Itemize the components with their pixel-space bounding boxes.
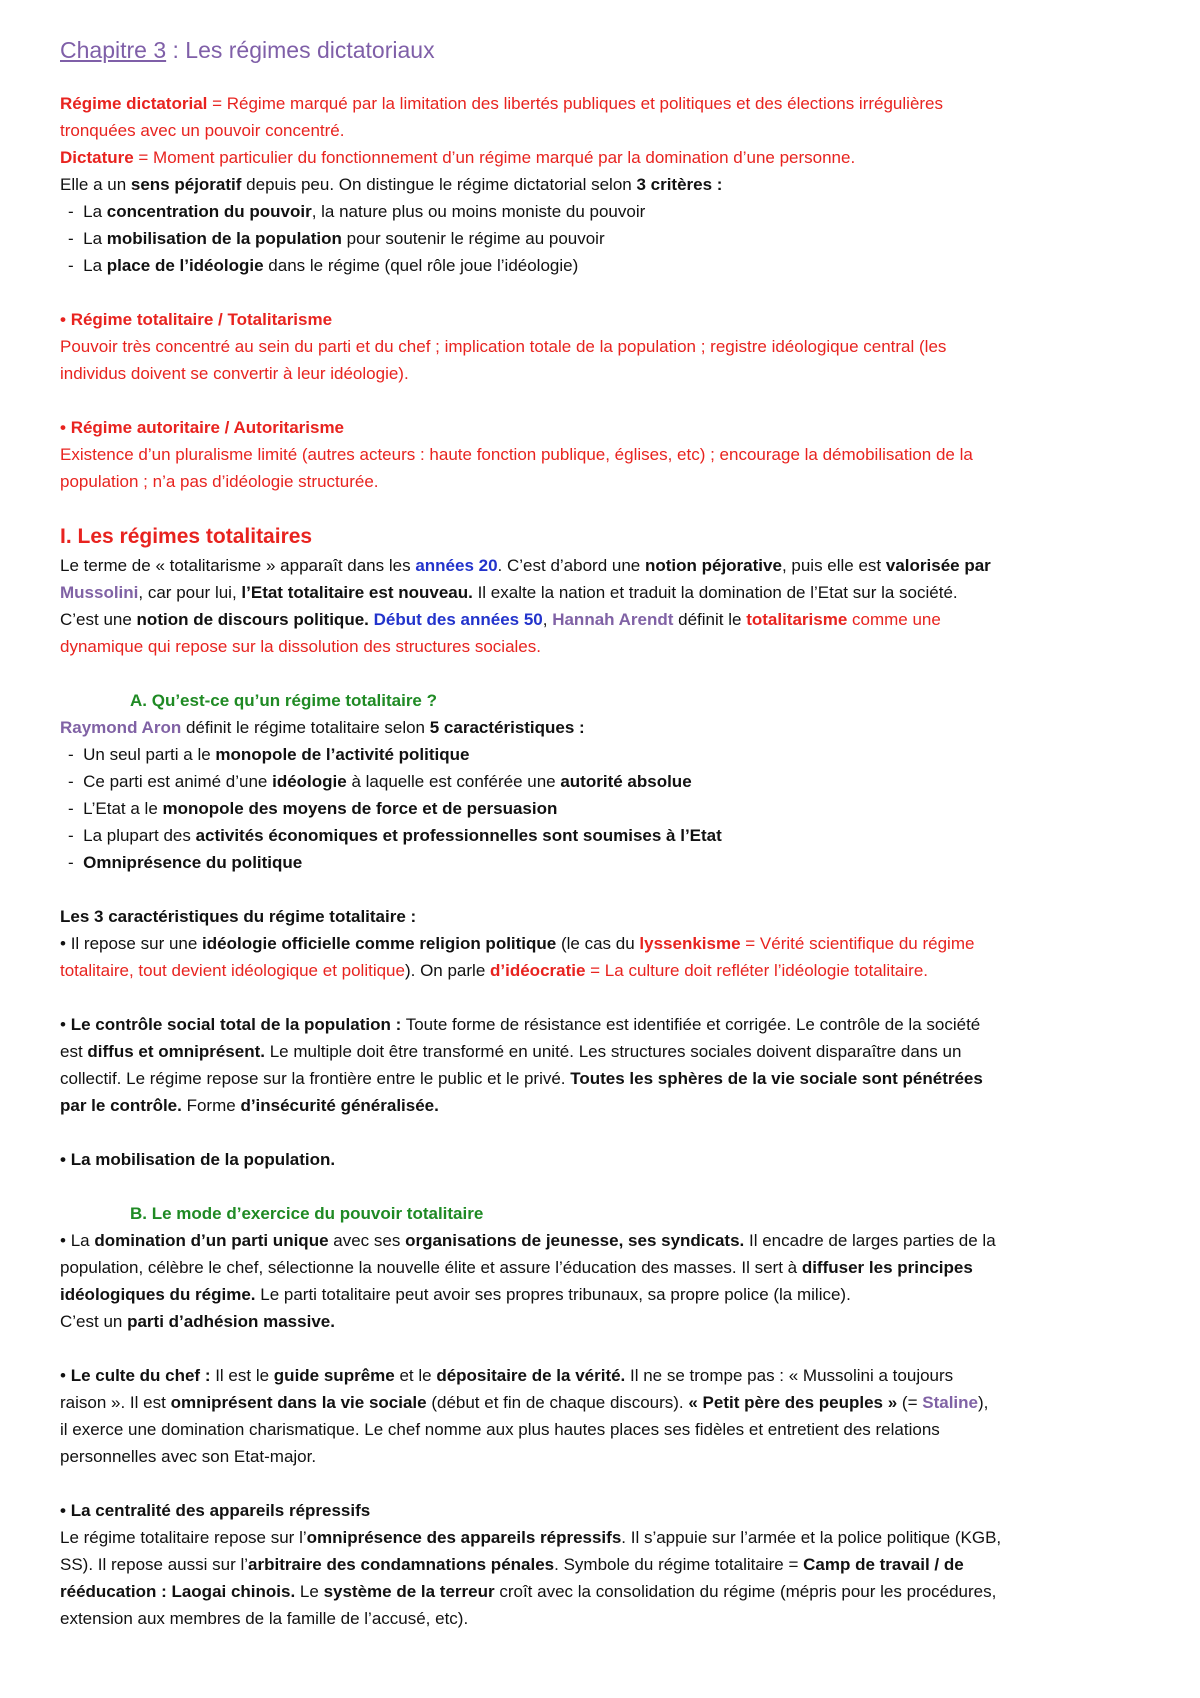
text: ,: [542, 610, 553, 629]
list-item: [60, 768, 1140, 795]
paragraph-line: il exerce une domination charismatique. Le chef nomme aux plus hautes places ses fidèles et entretient des relations: [60, 1420, 940, 1439]
text: d’insécurité généralisée.: [240, 1096, 439, 1115]
definition-text: = Régime marqué par la limitation des libertés publiques et politiques et des élections irrégulières: [207, 94, 944, 113]
paragraph-line: [60, 930, 1140, 957]
text: . C’est d’abord une: [497, 556, 645, 575]
list-item: [60, 225, 1140, 252]
chapter-title: Les régimes dictatoriaux: [185, 37, 435, 63]
text: et le: [394, 1366, 437, 1385]
spacer: [60, 1119, 1140, 1146]
term: Dictature: [60, 148, 134, 167]
spacer: [60, 1173, 1140, 1200]
definition-regime-dictatorial: [60, 90, 1140, 117]
list-item: [60, 795, 1140, 822]
text: à laquelle est conférée une: [346, 772, 561, 791]
spacer: [60, 1470, 1140, 1497]
text: définit le régime totalitaire selon: [181, 718, 430, 737]
text: Elle a un: [60, 175, 131, 194]
text: . Symbole du régime totalitaire =: [554, 1555, 804, 1574]
text: pour soutenir le régime au pouvoir: [341, 229, 605, 248]
spacer: [60, 495, 1140, 522]
list-item: [60, 252, 1140, 279]
text: autorité absolue: [560, 772, 692, 791]
text: totalitaire, tout devient idéologique et politique: [60, 961, 405, 980]
page-title: [60, 30, 1140, 70]
title-separator: :: [166, 37, 186, 63]
section-heading: I. Les régimes totalitaires: [60, 525, 313, 548]
text: La plupart des: [83, 826, 196, 845]
text: domination d’un parti unique: [94, 1231, 329, 1250]
paragraph-line: [60, 1092, 1140, 1119]
intro-paragraph: [60, 171, 1140, 198]
text: définit le: [673, 610, 747, 629]
spacer: [60, 1335, 1140, 1362]
text: La: [83, 202, 107, 221]
text: Mussolini: [60, 583, 139, 602]
text: ). On parle: [404, 961, 491, 980]
text: Le parti totalitaire peut avoir ses propres tribunaux, sa propre police (la milice).: [255, 1285, 851, 1304]
text: dans le régime (quel rôle joue l’idéologie): [263, 256, 579, 275]
spacer: [60, 387, 1140, 414]
subsection-heading: B. Le mode d’exercice du pouvoir totalitaire: [130, 1204, 484, 1223]
text: idéologiques du régime.: [60, 1285, 256, 1304]
text: mobilisation de la population: [106, 229, 342, 248]
text: « Petit père des peuples »: [688, 1393, 898, 1412]
text: par le contrôle.: [60, 1096, 182, 1115]
text: valorisée par: [885, 556, 991, 575]
heading-autoritaire: • Régime autoritaire / Autoritarisme: [60, 414, 1140, 441]
text: dépositaire de la vérité.: [436, 1366, 626, 1385]
text: Il encadre de larges parties de la: [744, 1231, 996, 1250]
paragraph-line: [60, 714, 1140, 741]
text: Pouvoir très concentré au sein du parti et du chef ; implication totale de la population ; registre idéologique central (les: [60, 337, 947, 356]
text: SS). Il repose aussi sur l’: [60, 1555, 249, 1574]
text: notion de discours politique.: [136, 610, 369, 629]
text: Il repose sur une: [70, 934, 203, 953]
paragraph-line: [60, 1065, 1140, 1092]
text: omniprésent dans la vie sociale: [170, 1393, 427, 1412]
text: Le contrôle social total de la population :: [70, 1015, 402, 1034]
text: idéologie officielle comme religion politique: [202, 934, 557, 953]
text: Forme: [181, 1096, 241, 1115]
paragraph-line: [60, 1551, 1140, 1578]
paragraph-line: [60, 579, 1140, 606]
text: arbitraire des condamnations pénales: [248, 1555, 555, 1574]
text: totalitarisme: [746, 610, 848, 629]
text: L’Etat a le: [83, 799, 163, 818]
text: , car pour lui,: [138, 583, 242, 602]
spacer: [60, 876, 1140, 903]
text: depuis peu. On distingue le régime dictatorial selon: [241, 175, 637, 194]
text: l’Etat totalitaire est nouveau.: [241, 583, 473, 602]
text: Hannah Arendt: [552, 610, 674, 629]
text: parti d’adhésion massive.: [127, 1312, 335, 1331]
text: activités économiques et professionnelles sont soumises à l’Etat: [195, 826, 722, 845]
text: population, célèbre le chef, sélectionne la nouvelle élite et assure l’éducation des masses. Il sert à: [60, 1258, 802, 1277]
text: , puis elle est: [781, 556, 886, 575]
text: Omniprésence du politique: [83, 853, 303, 872]
text: Il ne se trompe pas : « Mussolini a toujours: [625, 1366, 954, 1385]
text: 3 critères :: [636, 175, 723, 194]
text: diffuser les principes: [801, 1258, 973, 1277]
subsection-heading: A. Qu’est-ce qu’un régime totalitaire ?: [130, 691, 437, 710]
paragraph-line: [60, 1524, 1140, 1551]
text: Un seul parti a le: [83, 745, 216, 764]
text: d’idéocratie: [490, 961, 586, 980]
text: (début et fin de chaque discours).: [426, 1393, 689, 1412]
text: Le multiple doit être transformé en unité. Les structures sociales doivent disparaître dans un: [264, 1042, 962, 1061]
text: système de la terreur: [323, 1582, 495, 1601]
text: sens péjoratif: [130, 175, 242, 194]
text: (le cas du: [556, 934, 640, 953]
text: monopole des moyens de force et de persuasion: [162, 799, 558, 818]
text: Toutes les sphères de la vie sociale sont pénétrées: [570, 1069, 983, 1088]
text: Staline: [922, 1393, 978, 1412]
text: collectif. Le régime repose sur la frontière entre le public et le privé.: [60, 1069, 571, 1088]
paragraph-line: [60, 957, 1140, 984]
text: comme une: [847, 610, 941, 629]
paragraph-line: [60, 1578, 1140, 1605]
text: monopole de l’activité politique: [215, 745, 470, 764]
text: La: [83, 256, 107, 275]
text: avec ses: [328, 1231, 406, 1250]
text: 5 caractéristiques :: [429, 718, 585, 737]
text: (=: [897, 1393, 923, 1412]
text: raison ». Il est: [60, 1393, 171, 1412]
text: = Vérité scientifique du régime: [740, 934, 975, 953]
text: Il est le: [210, 1366, 274, 1385]
definition-dictature: [60, 144, 1140, 171]
text: organisations de jeunesse, ses syndicats.: [405, 1231, 745, 1250]
text: place de l’idéologie: [106, 256, 264, 275]
text: lyssenkisme: [639, 934, 741, 953]
definition-text: = Moment particulier du fonctionnement d’un régime marqué par la domination d’une personne.: [133, 148, 856, 167]
paragraph-line: [60, 1254, 1140, 1281]
text: Il exalte la nation et traduit la domination de l’Etat sur la société.: [472, 583, 958, 602]
text: guide suprême: [273, 1366, 395, 1385]
text: omniprésence des appareils répressifs: [306, 1528, 622, 1547]
definition-text-continued: tronquées avec un pouvoir concentré.: [60, 121, 345, 140]
paragraph-line: [60, 606, 1140, 633]
text: Le: [295, 1582, 324, 1601]
text: C’est une: [60, 610, 137, 629]
list-item: [60, 849, 1140, 876]
paragraph-line: [60, 1227, 1140, 1254]
list-item: [60, 198, 1140, 225]
spacer: [60, 279, 1140, 306]
text: La: [83, 229, 107, 248]
spacer: [60, 660, 1140, 687]
text: . Il s’appuie sur l’armée et la police politique (KGB,: [621, 1528, 1002, 1547]
list-item: [60, 741, 1140, 768]
paragraph-line: [60, 1362, 1140, 1389]
text: C’est un: [60, 1312, 128, 1331]
text: , la nature plus ou moins moniste du pouvoir: [311, 202, 646, 221]
text: = La culture doit refléter l’idéologie totalitaire.: [585, 961, 928, 980]
text: Le culte du chef :: [70, 1366, 211, 1385]
text: Ce parti est animé d’une: [83, 772, 273, 791]
paragraph-heading: • La centralité des appareils répressifs: [60, 1497, 1140, 1524]
heading-totalitaire: • Régime totalitaire / Totalitarisme: [60, 306, 1140, 333]
text: Raymond Aron: [60, 718, 182, 737]
spacer: [60, 984, 1140, 1011]
text: croît avec la consolidation du régime (mépris pour les procédures,: [494, 1582, 997, 1601]
text: Camp de travail / de: [803, 1555, 964, 1574]
text: années 20: [415, 556, 498, 575]
paragraph-line: extension aux membres de la famille de l’accusé, etc).: [60, 1609, 469, 1628]
text: diffus et omniprésent.: [87, 1042, 265, 1061]
paragraph-line: personnelles avec son Etat-major.: [60, 1447, 317, 1466]
text: population ; n’a pas d’idéologie structurée.: [60, 472, 379, 491]
subheading: Les 3 caractéristiques du régime totalitaire :: [60, 907, 417, 926]
text: ),: [977, 1393, 989, 1412]
chapter-number: Chapitre 3: [60, 37, 167, 63]
text: Début des années 50: [373, 610, 543, 629]
text: concentration du pouvoir: [106, 202, 312, 221]
text: notion péjorative: [644, 556, 782, 575]
paragraph-line: [60, 1038, 1140, 1065]
text: idéologie: [272, 772, 347, 791]
paragraph-line: • La mobilisation de la population.: [60, 1146, 1140, 1173]
paragraph-line: [60, 1389, 1140, 1416]
text: individus doivent se convertir à leur idéologie).: [60, 364, 409, 383]
text: Le régime totalitaire repose sur l’: [60, 1528, 307, 1547]
text: Toute forme de résistance est identifiée et corrigée. Le contrôle de la société: [401, 1015, 981, 1034]
paragraph-line: [60, 552, 1140, 579]
text: La: [70, 1231, 95, 1250]
text: est: [60, 1042, 88, 1061]
paragraph-line: dynamique qui repose sur la dissolution des structures sociales.: [60, 637, 541, 656]
list-item: [60, 822, 1140, 849]
text: Le terme de « totalitarisme » apparaît dans les: [60, 556, 416, 575]
paragraph-line: [60, 1011, 1140, 1038]
paragraph-line: [60, 1308, 1140, 1335]
paragraph-line: [60, 1281, 1140, 1308]
text: rééducation : Laogai chinois.: [60, 1582, 296, 1601]
text: Existence d’un pluralisme limité (autres acteurs : haute fonction publique, églises, etc) ; encourage la démobilisation de la: [60, 445, 973, 464]
term: Régime dictatorial: [60, 94, 208, 113]
